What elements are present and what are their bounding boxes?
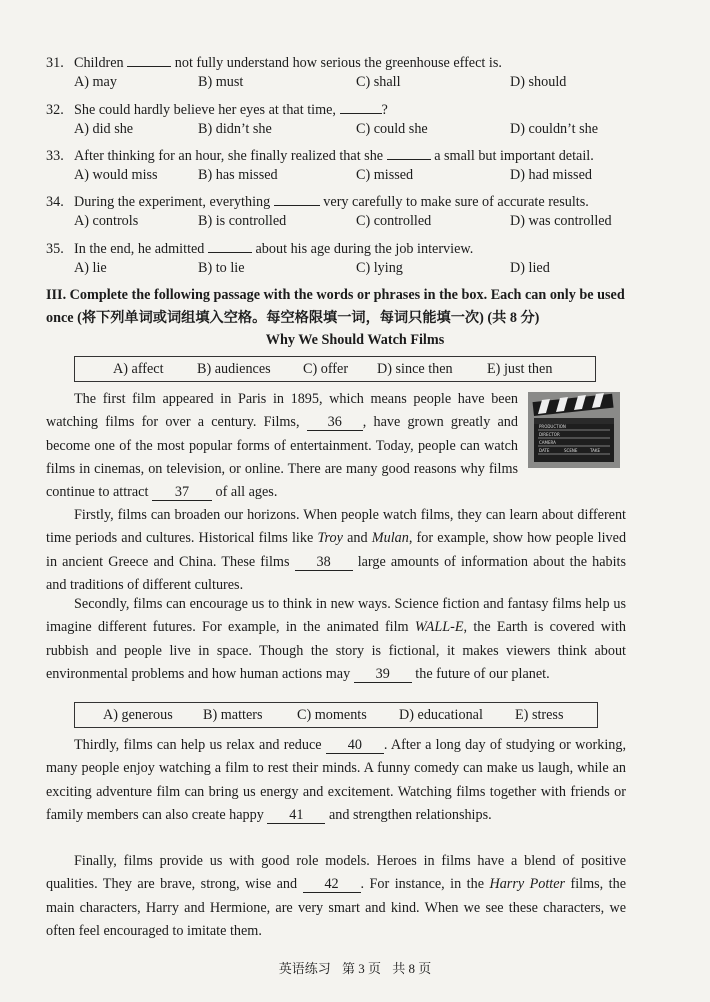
question-text: During the experiment, everything <box>74 194 271 210</box>
option-a[interactable]: A) controls <box>74 213 139 229</box>
clapper-label: TAKE <box>590 448 601 453</box>
passage-text: Secondly, films can encourage us to think in new ways. Science fiction and fantasy films help us imagine different futures. For example, in the animated film <box>46 596 626 636</box>
question-text: She could hardly believe her eyes at that time, <box>74 102 336 118</box>
question-34 <box>46 191 646 237</box>
word-box-2 <box>74 702 598 728</box>
answer-blank[interactable] <box>340 99 382 114</box>
footer-subject: 英语练习 <box>278 961 331 976</box>
blank-36[interactable]: 36 <box>307 414 363 431</box>
blank-41[interactable]: 41 <box>267 807 325 824</box>
film-title: Harry Potter <box>489 876 566 893</box>
option-a[interactable]: A) lie <box>74 260 107 276</box>
question-number: 35. <box>46 241 64 257</box>
blank-38[interactable]: 38 <box>295 554 353 571</box>
paragraph-3 <box>46 593 626 686</box>
option-d[interactable]: D) was controlled <box>510 213 612 229</box>
footer-total-pages: 共 8 页 <box>392 961 432 976</box>
passage-text: and <box>347 530 368 547</box>
page-footer <box>0 958 710 977</box>
question-33 <box>46 145 646 191</box>
question-text: ? <box>381 102 388 118</box>
answer-blank[interactable] <box>208 238 252 253</box>
option-a[interactable]: A) would miss <box>74 167 158 183</box>
option-c[interactable]: C) could she <box>356 121 428 137</box>
answer-blank[interactable] <box>387 145 431 160</box>
passage-text: large amounts of information about the habits and traditions of different cultures. <box>46 553 627 593</box>
option-d[interactable]: D) couldn’t she <box>510 121 598 137</box>
paragraph-1 <box>46 388 518 504</box>
passage-text: Finally, films provide us with good role models. Heroes in films have a blend of positive qualities. They are brave, strong, wise and <box>46 853 626 893</box>
option-b[interactable]: B) must <box>198 74 244 90</box>
word-option: C) moments <box>297 706 367 723</box>
word-option: D) since then <box>377 360 453 377</box>
clapperboard-image <box>528 392 620 468</box>
clapper-label: DIRECTOR <box>539 432 560 437</box>
question-35 <box>46 238 646 284</box>
option-d[interactable]: D) should <box>510 74 567 90</box>
question-text: very carefully to make sure of accurate results. <box>323 194 589 210</box>
film-title: Mulan <box>371 530 409 547</box>
passage-text: . For instance, in the <box>360 876 485 893</box>
clapper-label: CAMERA <box>539 440 556 445</box>
option-c[interactable]: C) lying <box>356 260 403 276</box>
option-a[interactable]: A) did she <box>74 121 134 137</box>
blank-42[interactable]: 42 <box>303 876 361 893</box>
question-number: 31. <box>46 55 64 71</box>
paragraph-5 <box>46 850 626 943</box>
question-text: not fully understand how serious the greenhouse effect is. <box>174 55 502 71</box>
clapper-label: PRODUCTION <box>539 424 566 429</box>
passage-text: . After a long day of studying or working, many people enjoy watching a film to rest their minds. A funny comedy can make us laugh, while an exciting adventure film can bring us energy and excitement. Watching films together with friends or family members can also create happy <box>46 737 627 823</box>
option-b[interactable]: B) is controlled <box>198 213 287 229</box>
question-text: In the end, he admitted <box>74 241 205 257</box>
question-text: Children <box>74 55 124 71</box>
answer-blank[interactable] <box>274 191 320 206</box>
film-title: WALL-E <box>414 619 464 636</box>
clapper-label: DATE <box>539 448 550 453</box>
footer-page-number: 第 3 页 <box>341 961 381 976</box>
passage-text: and strengthen relationships. <box>328 806 492 823</box>
passage-title: Why We Should Watch Films <box>265 332 445 348</box>
passage-text: films, the main characters, Harry and Hermione, are very smart and kind. When we see these characters, we often feel encouraged to imitate them. <box>46 876 627 939</box>
word-option: E) just then <box>487 360 553 377</box>
question-text: a small but important detail. <box>434 148 594 164</box>
question-31 <box>46 52 646 98</box>
passage-text: Firstly, films can broaden our horizons. When people watch films, they can learn about different time periods and cultures. Historical films like <box>46 507 626 547</box>
section-heading: III. Complete the following passage with the words or phrases in the box. Each can only be used once (将下列单词或词组填入空格。每空格限填一词，每词只能填一次) (共 8 分) <box>46 287 625 326</box>
blank-39[interactable]: 39 <box>354 666 412 683</box>
option-d[interactable]: D) had missed <box>510 167 592 183</box>
option-a[interactable]: A) may <box>74 74 117 90</box>
passage-text: the future of our planet. <box>415 665 550 682</box>
blank-37[interactable]: 37 <box>152 484 212 501</box>
passage-text: , for example, show how people lived in ancient Greece and China. These films <box>46 530 627 570</box>
passage-text: The first film appeared in Paris in 1895, which means people have been watching films for over a century. Films, <box>46 391 518 431</box>
word-option: E) stress <box>515 706 564 723</box>
passage-text: , have grown greatly and become one of the most popular forms of entertainment. Today, people can watch films in cinemas, on television, or online. There are many good reasons why films continue to attract <box>46 414 518 501</box>
option-c[interactable]: C) controlled <box>356 213 432 229</box>
question-number: 33. <box>46 148 64 164</box>
word-box-1 <box>74 356 596 382</box>
blank-40[interactable]: 40 <box>326 737 384 754</box>
paragraph-2 <box>46 504 626 597</box>
option-b[interactable]: B) has missed <box>198 167 278 183</box>
passage-text: , the Earth is covered with rubbish and people live in space. Though the story is fictional, it makes viewers think about environmental problems and how human actions may <box>46 619 626 682</box>
word-option: C) offer <box>303 360 349 377</box>
question-number: 32. <box>46 102 64 118</box>
option-c[interactable]: C) missed <box>356 167 414 183</box>
question-32 <box>46 99 646 145</box>
question-text: about his age during the job interview. <box>255 241 474 257</box>
option-b[interactable]: B) to lie <box>198 260 245 276</box>
question-text: After thinking for an hour, she finally realized that she <box>74 148 384 164</box>
word-option: B) audiences <box>197 360 271 377</box>
word-option: A) affect <box>113 360 164 377</box>
film-title: Troy <box>317 530 343 547</box>
passage-text: of all ages. <box>215 484 278 501</box>
option-d[interactable]: D) lied <box>510 260 550 276</box>
passage-text: Thirdly, films can help us relax and reduce <box>74 737 322 753</box>
word-option: B) matters <box>203 706 263 723</box>
word-option: D) educational <box>399 706 483 723</box>
word-option: A) generous <box>103 706 173 723</box>
question-number: 34. <box>46 194 64 210</box>
paragraph-4 <box>46 734 626 827</box>
option-b[interactable]: B) didn’t she <box>198 121 272 137</box>
answer-blank[interactable] <box>127 52 171 67</box>
clapper-label: SCENE <box>564 448 578 453</box>
option-c[interactable]: C) shall <box>356 74 401 90</box>
